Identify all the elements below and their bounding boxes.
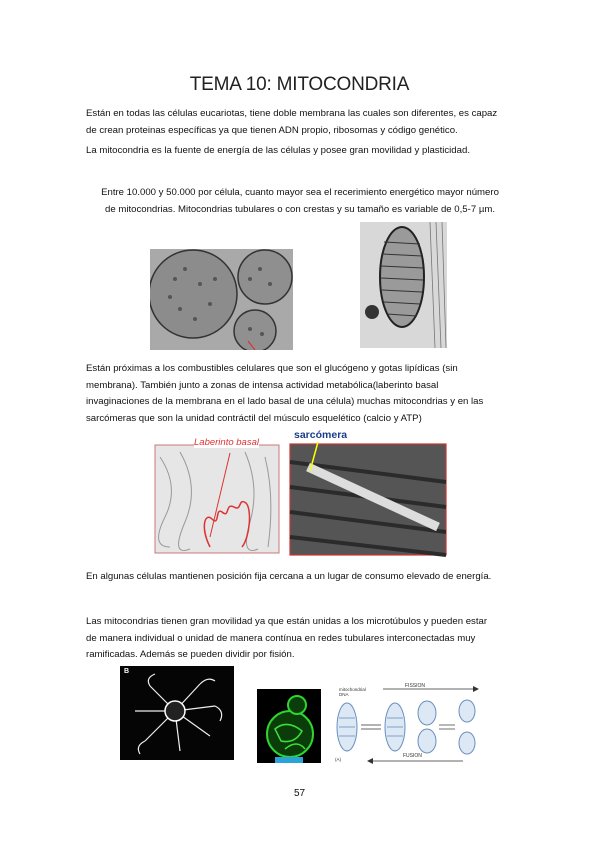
micrograph-mitochondrion <box>360 222 447 348</box>
sarcomera-image <box>288 427 448 557</box>
text-line: ramificadas. Además se pueden dividir por fisión. <box>86 649 295 660</box>
label-b: B <box>124 668 130 675</box>
text-line: de manera individual o unidad de manera contínua en redes tubulares interconectadas muy <box>86 632 476 644</box>
figure-fluorescent-network <box>120 666 234 760</box>
text-line: membrana). También junto a zonas de intensa actividad metabólica(laberinto basal <box>86 379 439 391</box>
paragraph-count <box>80 185 520 218</box>
text-line: invaginaciones de la membrana en el lado basal de una célula) muchas mitocondrias y en las <box>86 396 484 407</box>
label-fission: FISSION <box>405 683 426 689</box>
paragraph-fixed-position: En algunas células mantienen posición fija cercana a un lugar de consumo elevado de energía. <box>86 571 492 582</box>
micrograph-round-cells <box>150 249 293 350</box>
page-number: 57 <box>293 788 306 799</box>
text-line: sarcómeras que son la unidad contráctil del músculo esquelético (calcio y ATP) <box>86 412 422 424</box>
figure-green-cell <box>257 689 321 763</box>
text-line: Están próximas a los combustibles celulares que son el glucógeno y gotas lipídicas (sin <box>86 363 458 374</box>
figure-sarcomera <box>288 427 448 557</box>
label-mitochondrial-dna: mitochondrial DNA <box>339 687 366 697</box>
label-a: (A) <box>335 757 341 762</box>
label-sarcomera: sarcómera <box>294 429 348 441</box>
text-line: de crean proteinas específicas ya que tienen ADN propio, ribosomas y código genético. <box>86 124 458 136</box>
paragraph-mobility <box>86 614 516 664</box>
diagram-fission-fusion <box>333 683 493 767</box>
page-title: TEMA 10: MITOCONDRIA <box>189 74 410 95</box>
network-image <box>120 666 234 760</box>
label-fusion: FUSION <box>403 753 422 759</box>
mitochondrion-image <box>360 222 447 348</box>
text-line: de mitocondrias. Mitocondrias tubulares o con crestas y su tamaño es variable de 0,5-7 µm. <box>105 203 495 215</box>
figure-laberinto-basal <box>150 427 280 557</box>
paragraph-location <box>86 361 516 427</box>
paragraph-intro <box>86 106 516 139</box>
text-line: Entre 10.000 y 50.000 por célula, cuanto mayor sea el recerimiento energético mayor número <box>101 187 499 198</box>
round-cells-image <box>150 249 293 350</box>
text-line: Están en todas las células eucariotas, tiene doble membrana las cuales son diferentes, es capaz <box>86 108 498 119</box>
green-cell-image <box>257 689 321 763</box>
label-laberinto-basal: Laberinto basal <box>194 437 259 448</box>
text-line: Las mitocondrias tienen gran movilidad ya que están unidas a los microtúbulos y pueden estar <box>86 616 488 627</box>
paragraph-energy: La mitocondria es la fuente de energía de las células y posee gran movilidad y plasticidad. <box>86 145 470 156</box>
